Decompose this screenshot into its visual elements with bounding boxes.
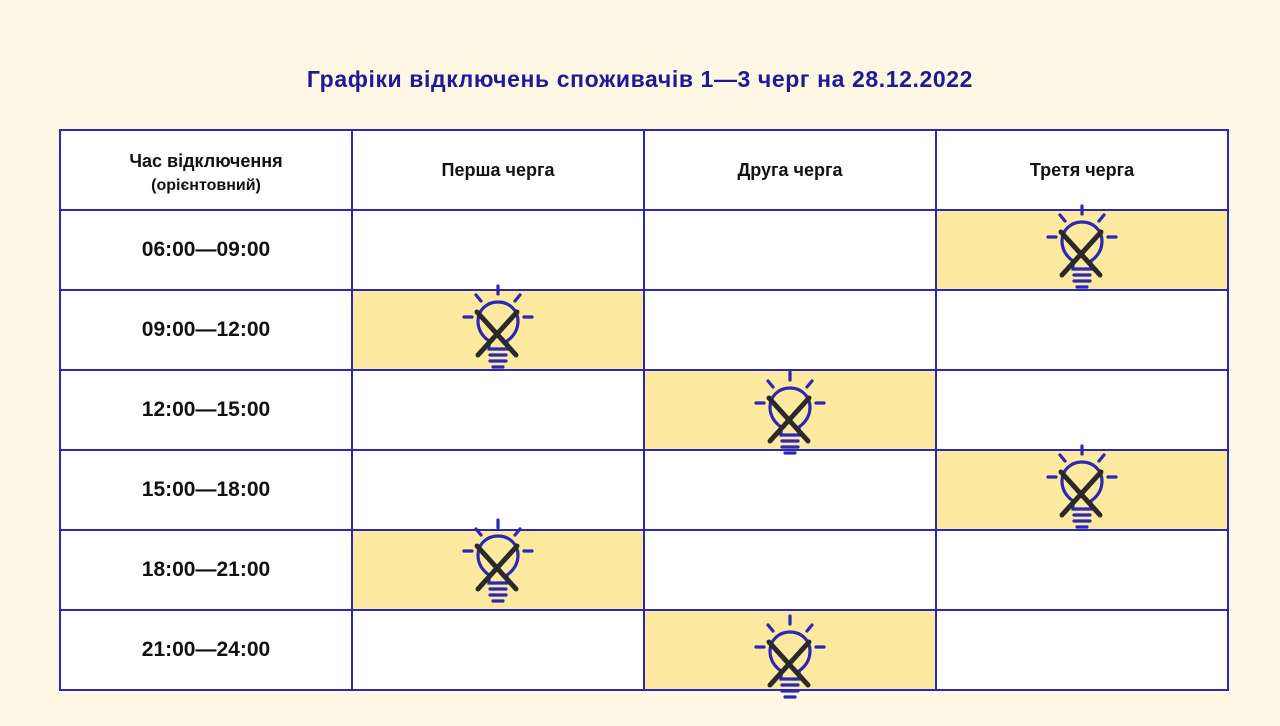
queue-cell — [644, 210, 936, 290]
queue-3-header: Третя черга — [936, 130, 1228, 210]
time-header-note: (орієнтовний) — [151, 177, 261, 194]
table-row — [60, 530, 1228, 610]
table-row — [60, 290, 1228, 370]
queue-cell — [644, 610, 936, 690]
table-row — [60, 610, 1228, 690]
queue-cell — [644, 530, 936, 610]
queue-2-header: Друга черга — [644, 130, 936, 210]
crossed-lightbulb-icon — [1044, 203, 1120, 297]
queue-cell — [352, 610, 644, 690]
queue-cell — [936, 370, 1228, 450]
queue-cell — [936, 610, 1228, 690]
queue-cell — [936, 450, 1228, 530]
time-slot: 09:00—12:00 — [60, 290, 352, 370]
table-row — [60, 450, 1228, 530]
queue-cell — [352, 290, 644, 370]
crossed-lightbulb-icon — [460, 517, 536, 611]
crossed-lightbulb-icon — [752, 613, 828, 707]
table-row — [60, 370, 1228, 450]
time-slot: 12:00—15:00 — [60, 370, 352, 450]
time-slot: 06:00—09:00 — [60, 210, 352, 290]
queue-cell — [936, 530, 1228, 610]
queue-cell — [352, 370, 644, 450]
queue-cell — [936, 290, 1228, 370]
queue-cell — [936, 210, 1228, 290]
time-slot: 15:00—18:00 — [60, 450, 352, 530]
crossed-lightbulb-icon — [752, 369, 828, 463]
outage-schedule-table — [59, 129, 1229, 691]
table-row — [60, 210, 1228, 290]
queue-1-header: Перша черга — [352, 130, 644, 210]
queue-cell — [644, 370, 936, 450]
queue-cell — [352, 530, 644, 610]
time-slot: 18:00—21:00 — [60, 530, 352, 610]
time-slot: 21:00—24:00 — [60, 610, 352, 690]
queue-cell — [644, 290, 936, 370]
crossed-lightbulb-icon — [1044, 443, 1120, 537]
header-row — [60, 130, 1228, 210]
page-title: Графіки відключень споживачів 1—3 черг на 28.12.2022 — [306, 66, 974, 92]
crossed-lightbulb-icon — [460, 283, 536, 377]
time-header-label: Час відключення — [129, 151, 283, 171]
time-column-header — [60, 130, 352, 210]
queue-cell — [352, 210, 644, 290]
